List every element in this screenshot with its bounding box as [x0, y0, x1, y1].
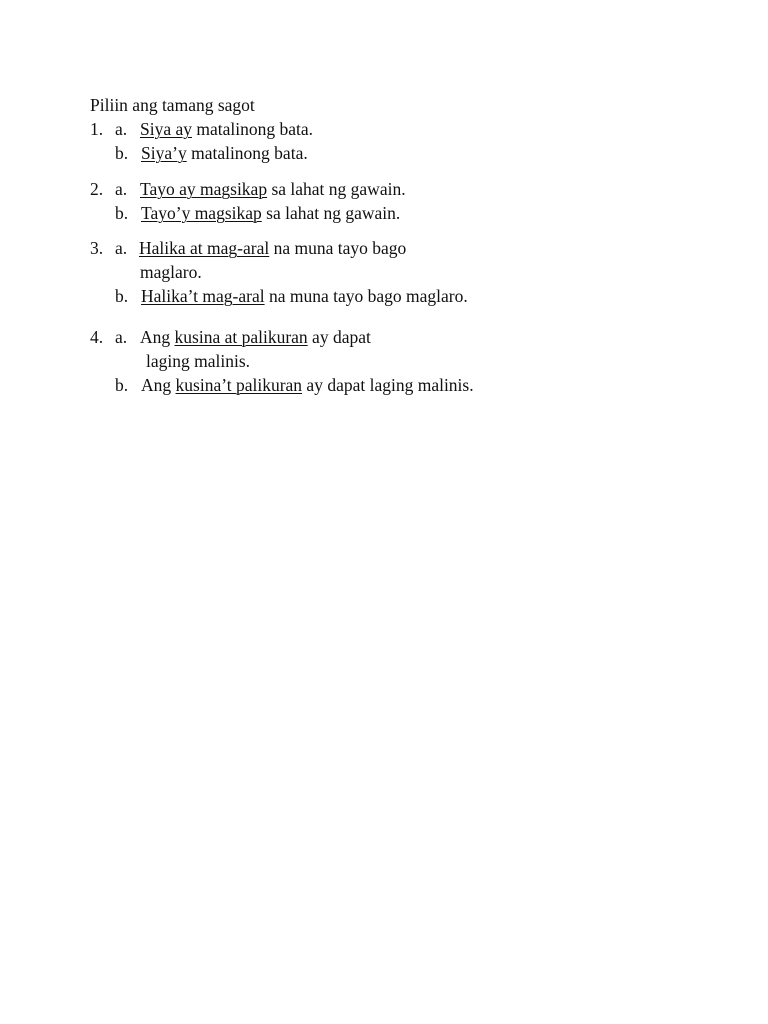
- question-1-option-a: [140, 119, 313, 139]
- underlined-phrase: Halika’t mag-aral: [141, 286, 265, 306]
- sentence-prefix: Ang: [141, 375, 176, 395]
- question-1-option-b: [141, 143, 308, 163]
- question-3-number: 3.: [90, 238, 104, 258]
- question-2-option-b: [141, 203, 400, 223]
- underlined-phrase: Tayo ay magsikap: [140, 179, 268, 199]
- question-4-option-a-label: a.: [115, 327, 128, 347]
- underlined-phrase: kusina at palikuran: [174, 327, 308, 347]
- sentence-rest: matalinong bata.: [186, 143, 308, 163]
- underlined-phrase: Halika at mag-aral: [139, 238, 270, 258]
- question-1-number: 1.: [90, 119, 104, 139]
- question-3-option-a-continuation: maglaro.: [140, 262, 202, 282]
- question-4-option-a: [140, 327, 371, 347]
- question-4-option-b: [141, 375, 474, 395]
- question-3-option-a: [139, 238, 406, 258]
- question-1-option-b-label: b.: [115, 143, 129, 163]
- question-3-option-b-label: b.: [115, 286, 129, 306]
- underlined-phrase: Siya ay: [140, 119, 193, 139]
- question-4-option-a-continuation: laging malinis.: [146, 351, 251, 371]
- sentence-rest: na muna tayo bago maglaro.: [264, 286, 468, 306]
- question-2-option-b-label: b.: [115, 203, 129, 223]
- question-1-option-a-label: a.: [115, 119, 128, 139]
- question-2-option-a: [140, 179, 406, 199]
- sentence-rest: ay dapat laging malinis.: [302, 375, 474, 395]
- question-4-option-b-label: b.: [115, 375, 129, 395]
- underlined-phrase: Tayo’y magsikap: [141, 203, 262, 223]
- underlined-phrase: kusina’t palikuran: [175, 375, 303, 395]
- question-2-option-a-label: a.: [115, 179, 128, 199]
- question-3-option-b: [141, 286, 468, 306]
- question-2-number: 2.: [90, 179, 104, 199]
- sentence-rest: sa lahat ng gawain.: [261, 203, 401, 223]
- sentence-rest: na muna tayo bago: [269, 238, 407, 258]
- sentence-prefix: Ang: [140, 327, 175, 347]
- sentence-rest: matalinong bata.: [192, 119, 314, 139]
- underlined-phrase: Siya’y: [141, 143, 187, 163]
- sentence-rest: ay dapat: [307, 327, 371, 347]
- instruction-title: Piliin ang tamang sagot: [90, 95, 255, 115]
- question-3-option-a-label: a.: [115, 238, 128, 258]
- sentence-rest: sa lahat ng gawain.: [267, 179, 406, 199]
- question-4-number: 4.: [90, 327, 104, 347]
